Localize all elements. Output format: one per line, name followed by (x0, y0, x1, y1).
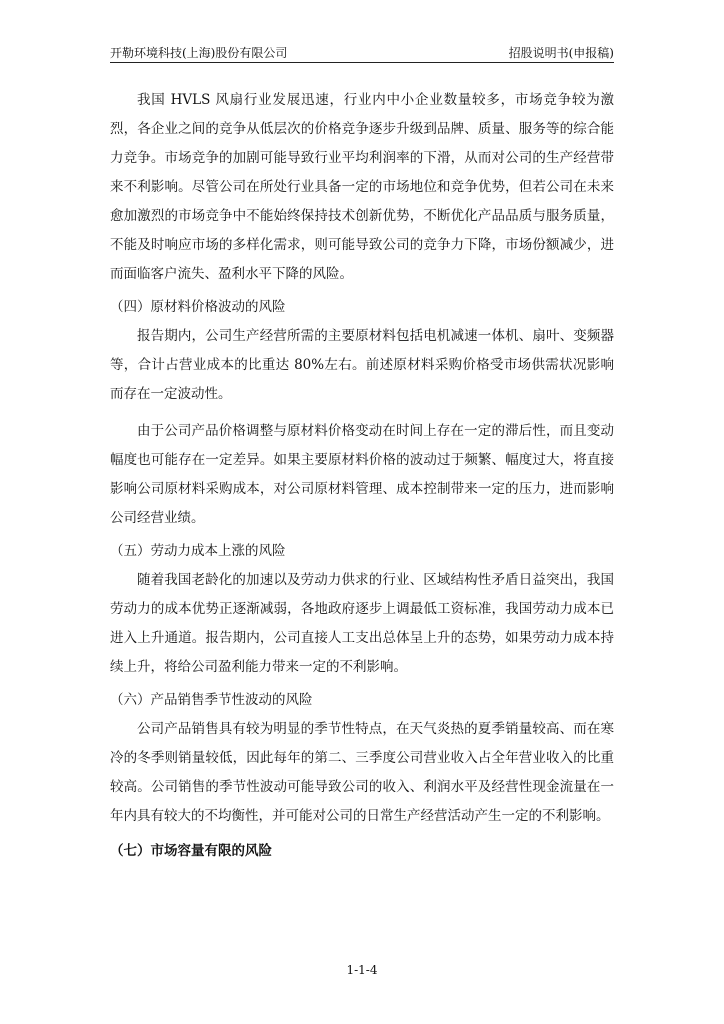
page-content (110, 86, 614, 866)
paragraph-seasonality: 公司产品销售具有较为明显的季节性特点，在天气炎热的夏季销量较高、而在寒冷的冬季则销量较低，因此每年的第二、三季度公司营业收入占全年营业收入的比重较高。公司销售的季节性波动可能导致公司的收入、利润水平及经营性现金流量在一年内具有较大的不均衡性，并可能对公司的日常生产经营活动产生一定的不利影响。 (110, 721, 614, 824)
paragraph-labor-cost: 随着我国老龄化的加速以及劳动力供求的行业、区域结构性矛盾日益突出，我国劳动力的成本优势正逐渐减弱，各地政府逐步上调最低工资标准，我国劳动力成本已进入上升通道。报告期内，公司直接人工支出总体呈上升的态势，如果劳动力成本持续上升，将给公司盈利能力带来一定的不利影响。 (110, 572, 614, 675)
paragraph-raw-material-1: 报告期内，公司生产经营所需的主要原材料包括电机减速一体机、扇叶、变频器等，合计占营业成本的比重达 80%左右。前述原材料采购价格受市场供需状况影响而存在一定波动性。 (110, 328, 614, 402)
section-heading-labor-cost: （五）劳动力成本上涨的风险 (110, 543, 286, 559)
header-company-name: 开勒环境科技(上海)股份有限公司 (110, 46, 288, 60)
paragraph-market-competition: 我国 HVLS 风扇行业发展迅速，行业内中小企业数量较多，市场竞争较为激烈，各企业之间的竞争从低层次的价格竞争逐步升级到品牌、质量、服务等的综合能力竞争。市场竞争的加剧可能导致行业平均利润率的下滑，从而对公司的生产经营带来不利影响。尽管公司在所处行业具备一定的市场地位和竞争优势，但若公司在未来愈加激烈的市场竞争中不能始终保持技术创新优势，不断优化产品品质与服务质量，不能及时响应市场的多样化需求，则可能导致公司的竞争力下降，市场份额减少，进而面临客户流失、盈利水平下降的风险。 (110, 92, 614, 282)
section-heading-market-capacity: （七）市场容量有限的风险 (110, 843, 272, 859)
section-heading-seasonality: （六）产品销售季节性波动的风险 (110, 692, 313, 708)
page-number: 1-1-4 (346, 963, 378, 977)
section-heading-raw-material: （四）原材料价格波动的风险 (110, 299, 286, 315)
header-document-title: 招股说明书(申报稿) (508, 46, 614, 60)
page-header (110, 44, 614, 63)
paragraph-raw-material-2: 由于公司产品价格调整与原材料价格变动在时间上存在一定的滞后性，而且变动幅度也可能存在一定差异。如果主要原材料价格的波动过于频繁、幅度过大，将直接影响公司原材料采购成本，对公司原材料管理、成本控制带来一定的压力，进而影响公司经营业绩。 (110, 423, 614, 526)
